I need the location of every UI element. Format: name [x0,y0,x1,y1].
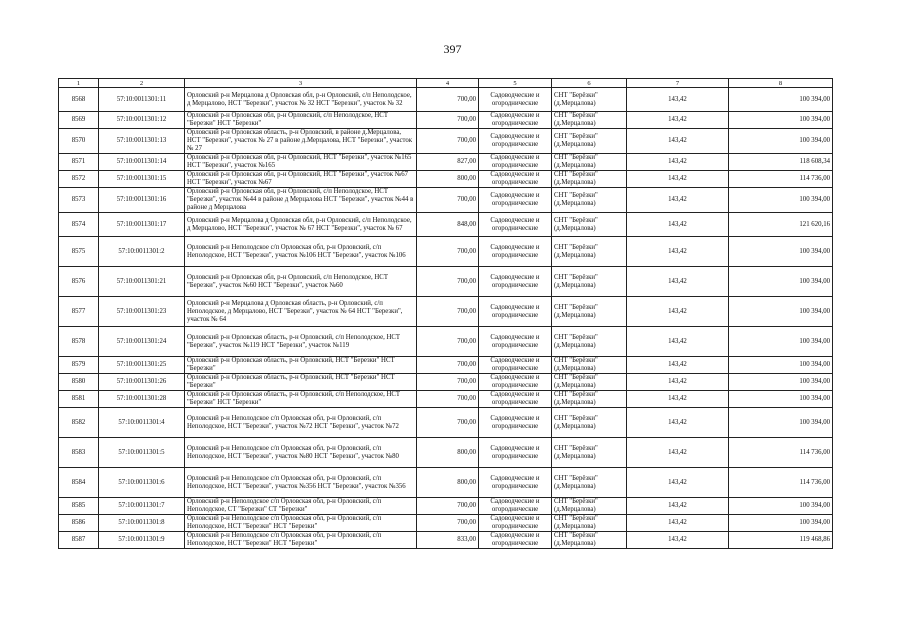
land-use-cell: Садоводческие и огороднические [479,88,552,112]
header-row [59,79,833,88]
cadastral-number: 57:10:0011301:8 [99,515,185,532]
address-cell: Орловский р-н Мерцалова д Орловская область, р-н Орловский, с/п Неполодское, д Мерцалово, НСТ "Березки", участок № 64 НСТ "Березки", участок № 64 [185,297,417,327]
rate-cell: 143,42 [627,498,729,515]
land-use-cell: Садоводческие и огороднические [479,129,552,154]
area-cell: 848,00 [417,213,479,237]
area-cell: 700,00 [417,112,479,129]
area-cell: 700,00 [417,408,479,438]
rate-cell: 143,42 [627,237,729,267]
rate-cell: 143,42 [627,171,729,188]
cadastral-number: 57:10:0011301:25 [99,357,185,374]
land-use-cell: Садоводческие и огороднические [479,468,552,498]
area-cell: 800,00 [417,171,479,188]
table-row [59,374,833,391]
rate-cell: 143,42 [627,88,729,112]
address-cell: Орловский р-н Орловская обл, р-н Орловский, с/п Неполодское, НСТ "Березки", участок №60 НСТ "Березки", участок №60 [185,267,417,297]
rate-cell: 143,42 [627,267,729,297]
organization-cell: СНТ "Берёзки" (д.Мерцалова) [552,237,627,267]
rate-cell: 143,42 [627,112,729,129]
cadastral-number: 57:10:0011301:4 [99,408,185,438]
organization-cell: СНТ "Берёзки" (д.Мерцалова) [552,438,627,468]
address-cell: Орловский р-н Неполодское с/п Орловская обл, р-н Орловский, с/п Неполодское, СТ "Березки" СТ "Березки" [185,498,417,515]
address-cell: Орловский р-н Неполодское с/п Орловская обл, р-н Орловский, с/п Неполодское, НСТ "Березки" НСТ "Березки" [185,532,417,549]
organization-cell: СНТ "Берёзки" (д.Мерцалова) [552,391,627,408]
organization-cell: СНТ "Берёзки" (д.Мерцалова) [552,468,627,498]
land-use-cell: Садоводческие и огороднические [479,213,552,237]
land-use-cell: Садоводческие и огороднические [479,297,552,327]
land-use-cell: Садоводческие и огороднические [479,357,552,374]
cadastral-value-cell: 100 394,00 [729,188,833,213]
row-number: 8578 [59,327,99,357]
land-use-cell: Садоводческие и огороднические [479,438,552,468]
address-cell: Орловский р-н Орловская обл, р-н Орловский, НСТ "Березки", участок №165 НСТ "Березки", участок №165 [185,154,417,171]
organization-cell: СНТ "Берёзки" (д.Мерцалова) [552,129,627,154]
land-use-cell: Садоводческие и огороднические [479,408,552,438]
table-row [59,112,833,129]
address-cell: Орловский р-н Мерцалова д Орловская обл, р-н Орловский, с/п Неполодское, д Мерцалово, НСТ "Березки", участок № 67 НСТ "Березки", участок № 67 [185,213,417,237]
area-cell: 700,00 [417,237,479,267]
organization-cell: СНТ "Берёзки" (д.Мерцалова) [552,498,627,515]
rate-cell: 143,42 [627,532,729,549]
land-use-cell: Садоводческие и огороднические [479,327,552,357]
table-row [59,88,833,112]
row-number: 8569 [59,112,99,129]
organization-cell: СНТ "Берёзки" (д.Мерцалова) [552,515,627,532]
row-number: 8570 [59,129,99,154]
table-row [59,408,833,438]
rate-cell: 143,42 [627,154,729,171]
header-cell: 7 [627,79,729,88]
cadastral-number: 57:10:0011301:15 [99,171,185,188]
rate-cell: 143,42 [627,297,729,327]
cadastral-value-cell: 100 394,00 [729,129,833,154]
land-use-cell: Садоводческие и огороднические [479,267,552,297]
organization-cell: СНТ "Берёзки" (д.Мерцалова) [552,267,627,297]
cadastral-number: 57:10:0011301:17 [99,213,185,237]
organization-cell: СНТ "Берёзки" (д.Мерцалова) [552,357,627,374]
row-number: 8576 [59,267,99,297]
table-row [59,438,833,468]
organization-cell: СНТ "Берёзки" (д.Мерцалова) [552,213,627,237]
rate-cell: 143,42 [627,129,729,154]
rate-cell: 143,42 [627,408,729,438]
table-row [59,267,833,297]
address-cell: Орловский р-н Орловская область, р-н Орловский, НСТ "Березки" НСТ "Березки" [185,374,417,391]
row-number: 8585 [59,498,99,515]
cadastral-number: 57:10:0011301:26 [99,374,185,391]
cadastral-number: 57:10:0011301:5 [99,438,185,468]
area-cell: 700,00 [417,498,479,515]
cadastral-value-cell: 121 620,16 [729,213,833,237]
table-row [59,532,833,549]
cadastral-number: 57:10:0011301:11 [99,88,185,112]
table-row [59,237,833,267]
row-number: 8582 [59,408,99,438]
cadastral-value-cell: 100 394,00 [729,112,833,129]
table-row [59,391,833,408]
organization-cell: СНТ "Берёзки" (д.Мерцалова) [552,188,627,213]
table-row [59,498,833,515]
table-row [59,154,833,171]
land-use-cell: Садоводческие и огороднические [479,391,552,408]
cadastral-number: 57:10:0011301:23 [99,297,185,327]
cadastral-value-cell: 100 394,00 [729,391,833,408]
area-cell: 700,00 [417,374,479,391]
cadastral-number: 57:10:0011301:28 [99,391,185,408]
rate-cell: 143,42 [627,188,729,213]
table-row [59,188,833,213]
row-number: 8574 [59,213,99,237]
rate-cell: 143,42 [627,515,729,532]
row-number: 8581 [59,391,99,408]
address-cell: Орловский р-н Орловская обл, р-н Орловский, с/п Неполодское, НСТ "Березки", участок №44 в районе д Мерцалова НСТ "Березки", участок №44 в районе д Мерцалова [185,188,417,213]
cadastral-value-cell: 100 394,00 [729,408,833,438]
address-cell: Орловский р-н Орловская обл, р-н Орловский, НСТ "Березки", участок №67 НСТ "Березки", участок №67 [185,171,417,188]
row-number: 8575 [59,237,99,267]
cadastral-value-cell: 100 394,00 [729,237,833,267]
row-number: 8584 [59,468,99,498]
cadastral-value-cell: 100 394,00 [729,88,833,112]
cadastral-number: 57:10:0011301:14 [99,154,185,171]
address-cell: Орловский р-н Неполодское с/п Орловская обл, р-н Орловский, с/п Неполодское, НСТ "Березки", участок №356 НСТ "Березки", участок №356 [185,468,417,498]
cadastral-value-cell: 100 394,00 [729,357,833,374]
land-use-cell: Садоводческие и огороднические [479,154,552,171]
header-cell: 6 [552,79,627,88]
cadastral-value-cell: 100 394,00 [729,297,833,327]
area-cell: 700,00 [417,327,479,357]
rate-cell: 143,42 [627,468,729,498]
table-row [59,129,833,154]
area-cell: 800,00 [417,468,479,498]
rate-cell: 143,42 [627,374,729,391]
land-use-cell: Садоводческие и огороднические [479,188,552,213]
land-use-cell: Садоводческие и огороднические [479,515,552,532]
row-number: 8572 [59,171,99,188]
cadastral-value-cell: 118 608,34 [729,154,833,171]
row-number: 8583 [59,438,99,468]
row-number: 8587 [59,532,99,549]
area-cell: 700,00 [417,129,479,154]
land-use-cell: Садоводческие и огороднические [479,171,552,188]
cadastral-number: 57:10:0011301:7 [99,498,185,515]
row-number: 8580 [59,374,99,391]
organization-cell: СНТ "Берёзки" (д.Мерцалова) [552,297,627,327]
row-number: 8579 [59,357,99,374]
rate-cell: 143,42 [627,391,729,408]
table-row [59,171,833,188]
area-cell: 700,00 [417,267,479,297]
area-cell: 700,00 [417,391,479,408]
cadastral-value-cell: 119 468,86 [729,532,833,549]
header-cell: 4 [417,79,479,88]
cadastral-value-cell: 100 394,00 [729,374,833,391]
organization-cell: СНТ "Берёзки" (д.Мерцалова) [552,154,627,171]
cadastral-number: 57:10:0011301:9 [99,532,185,549]
header-cell: 2 [99,79,185,88]
cadastral-table [58,78,833,549]
address-cell: Орловский р-н Неполодское с/п Орловская обл, р-н Орловский, с/п Неполодское, НСТ "Березки" НСТ "Березки" [185,515,417,532]
address-cell: Орловский р-н Неполодское с/п Орловская обл, р-н Орловский, с/п Неполодское, НСТ "Березки", участок №72 НСТ "Березки", участок №72 [185,408,417,438]
area-cell: 700,00 [417,297,479,327]
table-row [59,468,833,498]
cadastral-number: 57:10:0011301:21 [99,267,185,297]
rate-cell: 143,42 [627,327,729,357]
address-cell: Орловский р-н Неполодское с/п Орловская обл, р-н Орловский, с/п Неполодское, НСТ "Березки", участок №106 НСТ "Березки", участок №106 [185,237,417,267]
organization-cell: СНТ "Берёзки" (д.Мерцалова) [552,532,627,549]
organization-cell: СНТ "Берёзки" (д.Мерцалова) [552,374,627,391]
area-cell: 827,00 [417,154,479,171]
organization-cell: СНТ "Берёзки" (д.Мерцалова) [552,88,627,112]
page-number: 397 [443,42,462,56]
cadastral-number: 57:10:0011301:16 [99,188,185,213]
address-cell: Орловский р-н Мерцалова д Орловская обл, р-н Орловский, с/п Неполодское, д Мерцалово, НСТ "Березки", участок № 32 НСТ "Березки", участок № 32 [185,88,417,112]
address-cell: Орловский р-н Орловская обл, р-н Орловский, с/п Неполодское, НСТ "Березки" НСТ "Березки" [185,112,417,129]
cadastral-number: 57:10:0011301:24 [99,327,185,357]
address-cell: Орловский р-н Орловская область, р-н Орловский, в районе д.Мерцалова, НСТ "Березки", участок № 27 в районе д.Мерцалова, НСТ "Березки", участок № 27 [185,129,417,154]
header-cell: 3 [185,79,417,88]
rate-cell: 143,42 [627,213,729,237]
table-row [59,297,833,327]
header-cell: 1 [59,79,99,88]
cadastral-number: 57:10:0011301:13 [99,129,185,154]
cadastral-number: 57:10:0011301:2 [99,237,185,267]
cadastral-value-cell: 100 394,00 [729,327,833,357]
organization-cell: СНТ "Берёзки" (д.Мерцалова) [552,408,627,438]
table-row [59,515,833,532]
organization-cell: СНТ "Берёзки" (д.Мерцалова) [552,171,627,188]
area-cell: 700,00 [417,88,479,112]
address-cell: Орловский р-н Неполодское с/п Орловская обл, р-н Орловский, с/п Неполодское, НСТ "Березки", участок №80 НСТ "Березки", участок №80 [185,438,417,468]
address-cell: Орловский р-н Орловская область, р-н Орловский, с/п Неполодское, НСТ "Березки" НСТ "Березки" [185,391,417,408]
row-number: 8577 [59,297,99,327]
table-row [59,327,833,357]
row-number: 8568 [59,88,99,112]
cadastral-value-cell: 114 736,00 [729,468,833,498]
row-number: 8573 [59,188,99,213]
area-cell: 700,00 [417,515,479,532]
land-use-cell: Садоводческие и огороднические [479,237,552,267]
organization-cell: СНТ "Берёзки" (д.Мерцалова) [552,112,627,129]
area-cell: 700,00 [417,357,479,374]
land-use-cell: Садоводческие и огороднические [479,112,552,129]
header-cell: 8 [729,79,833,88]
row-number: 8571 [59,154,99,171]
cadastral-number: 57:10:0011301:12 [99,112,185,129]
cadastral-value-cell: 114 736,00 [729,171,833,188]
table-row [59,357,833,374]
table-row [59,213,833,237]
cadastral-value-cell: 100 394,00 [729,515,833,532]
area-cell: 700,00 [417,188,479,213]
area-cell: 800,00 [417,438,479,468]
address-cell: Орловский р-н Орловская область, р-н Орловский, с/п Неполодское, НСТ "Березки", участок №119 НСТ "Березки", участок №119 [185,327,417,357]
row-number: 8586 [59,515,99,532]
area-cell: 833,00 [417,532,479,549]
cadastral-value-cell: 100 394,00 [729,267,833,297]
header-cell: 5 [479,79,552,88]
rate-cell: 143,42 [627,438,729,468]
cadastral-number: 57:10:0011301:6 [99,468,185,498]
land-use-cell: Садоводческие и огороднические [479,532,552,549]
land-use-cell: Садоводческие и огороднические [479,374,552,391]
cadastral-value-cell: 114 736,00 [729,438,833,468]
organization-cell: СНТ "Берёзки" (д.Мерцалова) [552,327,627,357]
land-use-cell: Садоводческие и огороднические [479,498,552,515]
rate-cell: 143,42 [627,357,729,374]
address-cell: Орловский р-н Орловская область, р-н Орловский, НСТ "Березки" НСТ "Березки" [185,357,417,374]
cadastral-value-cell: 100 394,00 [729,498,833,515]
